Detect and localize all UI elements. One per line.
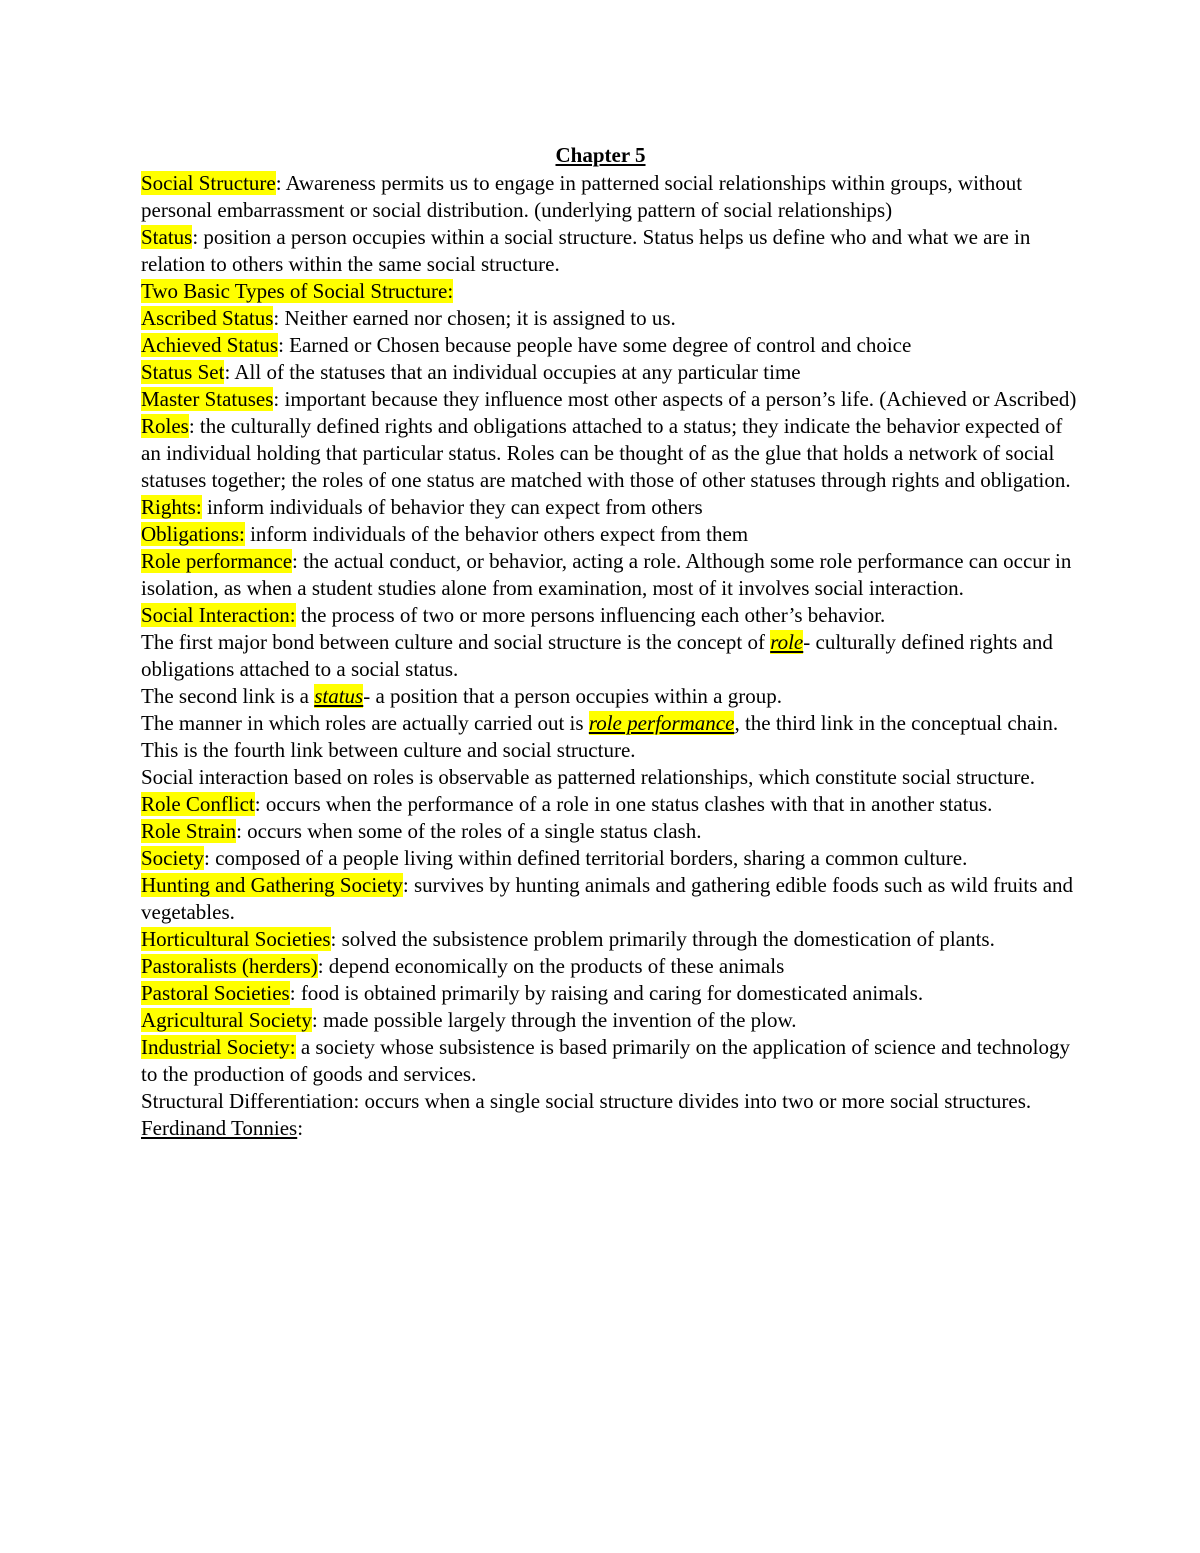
definition-text: inform individuals of the behavior others expect from them [244, 522, 749, 546]
definition-text: : All of the statuses that an individual occupies at any particular time [224, 360, 801, 384]
definition-paragraph [141, 980, 1080, 1007]
definition-paragraph [141, 1007, 1080, 1034]
definition-paragraph [141, 278, 1080, 305]
definition-term: Industrial Society: [141, 1035, 296, 1059]
link-text-after: - a position that a person occupies within a group. [363, 684, 782, 708]
definition-term: Social Structure [141, 171, 276, 195]
link-text-after: , the third link in the conceptual chain. This is the fourth link between culture and social structure. [141, 711, 1059, 762]
definition-text: : occurs when the performance of a role in one status clashes with that in another status. [254, 792, 993, 816]
definition-term: Social Interaction: [141, 603, 296, 627]
definition-text: : the actual conduct, or behavior, acting a role. Although some role performance can occur in isolation, as when a student studies alone from examination, most of it involves social interaction. [141, 549, 1072, 600]
definition-term: Horticultural Societies [141, 927, 331, 951]
definition-term: Role Conflict [141, 792, 255, 816]
definition-term: Status [141, 225, 193, 249]
definition-paragraph [141, 359, 1080, 386]
definition-paragraph [141, 413, 1080, 494]
definition-text: : Neither earned nor chosen; it is assigned to us. [273, 306, 676, 330]
definition-term: Agricultural Society [141, 1008, 312, 1032]
definition-term: Obligations: [141, 522, 245, 546]
definition-text: : survives by hunting animals and gathering edible foods such as wild fruits and vegetables. [141, 873, 1074, 924]
definition-paragraph [141, 791, 1080, 818]
document-body [141, 170, 1080, 1142]
definition-paragraph [141, 818, 1080, 845]
definition-paragraph [141, 305, 1080, 332]
definition-text: : food is obtained primarily by raising and caring for domesticated animals. [289, 981, 924, 1005]
link-text-after: - culturally defined rights and obligations attached to a social status. [141, 630, 1053, 681]
definition-term: Pastoral Societies [141, 981, 290, 1005]
link-paragraph [141, 683, 1080, 710]
link-text-before: The first major bond between culture and social structure is the concept of [141, 630, 771, 654]
definition-paragraph [141, 926, 1080, 953]
link-keyword: role performance [588, 711, 735, 735]
heading-paragraph [141, 1115, 1080, 1142]
definition-text: : Earned or Chosen because people have some degree of control and choice [278, 333, 912, 357]
definition-term: Achieved Status [141, 333, 279, 357]
definition-paragraph [141, 494, 1080, 521]
definition-text: a society whose subsistence is based primarily on the application of science and technology to the production of goods and services. [141, 1035, 1071, 1086]
definition-paragraph [141, 521, 1080, 548]
heading-colon: : [297, 1116, 304, 1140]
definition-text: : position a person occupies within a social structure. Status helps us define who and what we are in relation to others within the same social structure. [141, 225, 1031, 276]
definition-text: : composed of a people living within defined territorial borders, sharing a common culture. [204, 846, 968, 870]
definition-paragraph [141, 845, 1080, 872]
definition-term: Master Statuses [141, 387, 274, 411]
definition-term: Society [141, 846, 204, 870]
definition-term: Role Strain [141, 819, 237, 843]
definition-text: inform individuals of behavior they can expect from others [201, 495, 703, 519]
definition-text: : depend economically on the products of these animals [317, 954, 785, 978]
definition-text: : Awareness permits us to engage in patterned social relationships within groups, without personal embarrassment or social distribution. (underlying pattern of social relationships) [141, 171, 1023, 222]
definition-text: : made possible largely through the invention of the plow. [311, 1008, 797, 1032]
link-text-before: The second link is a [141, 684, 315, 708]
definition-paragraph [141, 872, 1080, 926]
definition-term: Pastoralists (herders) [141, 954, 318, 978]
plain-paragraph: Structural Differentiation: occurs when a single social structure divides into two or more social structures. [141, 1089, 1032, 1113]
definition-paragraph [141, 548, 1080, 602]
definition-paragraph [141, 602, 1080, 629]
definition-term: Role performance [141, 549, 293, 573]
link-keyword: role [770, 630, 804, 654]
definition-paragraph [141, 953, 1080, 980]
definition-term: Roles [141, 414, 189, 438]
definition-paragraph [141, 332, 1080, 359]
definition-paragraph [141, 386, 1080, 413]
definition-text: : occurs when some of the roles of a single status clash. [236, 819, 702, 843]
definition-term: Ascribed Status [141, 306, 274, 330]
definition-paragraph [141, 1034, 1080, 1088]
page-title: Chapter 5 [555, 143, 646, 167]
definition-text: : the culturally defined rights and obligations attached to a status; they indicate the behavior expected of an individual holding that particular status. Roles can be thought of as the glue that holds a network of social statuses together; the roles of one status are matched with those of other statuses through rights and obligation. [141, 414, 1071, 492]
link-keyword: status [314, 684, 364, 708]
definition-paragraph [141, 224, 1080, 278]
link-paragraph [141, 710, 1080, 764]
definition-term: Status Set [141, 360, 225, 384]
definition-text: : important because they influence most other aspects of a person’s life. (Achieved or Ascribed) [273, 387, 1077, 411]
definition-term: Hunting and Gathering Society [141, 873, 403, 897]
person-name: Ferdinand Tonnies [141, 1116, 298, 1140]
definition-text: : solved the subsistence problem primarily through the domestication of plants. [330, 927, 995, 951]
plain-paragraph: Social interaction based on roles is observable as patterned relationships, which constitute social structure. [141, 765, 1035, 789]
definition-term: Rights: [141, 495, 202, 519]
definition-term: Two Basic Types of Social Structure: [141, 279, 454, 303]
definition-paragraph [141, 170, 1080, 224]
link-text-before: The manner in which roles are actually carried out is [141, 711, 589, 735]
link-paragraph [141, 629, 1080, 683]
definition-text: the process of two or more persons influencing each other’s behavior. [295, 603, 886, 627]
